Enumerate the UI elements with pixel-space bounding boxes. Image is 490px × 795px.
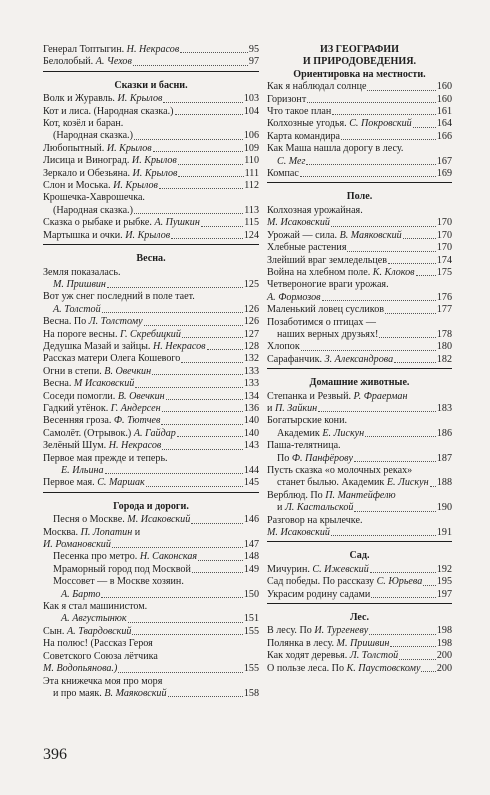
toc-entry: станет былью. Академик Е. Лискун 188 <box>277 477 452 489</box>
page-number: 396 <box>43 746 67 763</box>
toc-entry: Слон и Моська. И. Крылов 112 <box>43 180 259 192</box>
toc-entry: Урожай — сила. В. Маяковский 170 <box>267 229 452 241</box>
section-heading: Сад. <box>349 550 370 562</box>
toc-entry-line: Эта книжечка моя про моря <box>43 675 163 687</box>
section-divider <box>267 603 452 604</box>
toc-left-column <box>43 44 259 700</box>
toc-entry: (Народная сказка.) 113 <box>53 204 259 216</box>
toc-entry: Сын. А. Твардовский 155 <box>43 625 259 637</box>
toc-entry: По Ф. Панфёрову 187 <box>277 452 452 464</box>
toc-entry: Соседи помогли. В. Овечкин 134 <box>43 390 259 402</box>
toc-entry: Зеркало и Обезьяна. И. Крылов 111 <box>43 167 259 179</box>
toc-entry: Мичурин. С. Ижевский 192 <box>267 563 452 575</box>
toc-entry: Полянка в лесу. М. Пришвин 198 <box>267 637 452 649</box>
toc-entry: А. Августынюк 151 <box>61 613 259 625</box>
toc-entry: М. Исаковский 191 <box>267 527 452 539</box>
toc-entry-line: Как Маша нашла дорогу в лесу. <box>267 143 404 155</box>
toc-entry-line: Верблюд. По П. Мантейфелю <box>267 489 396 501</box>
section-heading: Домашние животные. <box>309 377 410 389</box>
toc-entry-line: Разговор на крылечке. <box>267 514 363 526</box>
toc-entry: В лесу. По И. Тургеневу 198 <box>267 625 452 637</box>
toc-entry: Маленький ловец сусликов 177 <box>267 304 452 316</box>
section-divider <box>267 541 452 542</box>
toc-entry: и П. Зайкин 183 <box>267 402 452 414</box>
toc-entry: и про маяк. В. Маяковский 158 <box>53 687 259 699</box>
toc-entry: С. Мег 167 <box>277 155 452 167</box>
toc-entry-line: Москва. П. Лопатин и <box>43 526 141 538</box>
toc-entry: М. Исаковский 170 <box>267 217 452 229</box>
toc-entry: А. Формозов 176 <box>267 291 452 303</box>
toc-entry-line: Советского Союза лётчика <box>43 650 158 662</box>
toc-entry: Что такое план 161 <box>267 106 452 118</box>
toc-entry: Сказка о рыбаке и рыбке. А. Пушкин 115 <box>43 217 259 229</box>
toc-entry: (Народная сказка.) 106 <box>53 130 259 142</box>
toc-entry: Огни в степи. В. Овечкин 133 <box>43 365 259 377</box>
toc-entry: и Л. Кастальской 190 <box>277 502 452 514</box>
section-divider <box>43 492 259 493</box>
toc-entry: Волк и Журавль. И. Крылов 103 <box>43 93 259 105</box>
section-divider <box>267 182 452 183</box>
toc-entry: Лисица и Виноград. И. Крылов 110 <box>43 155 259 167</box>
toc-entry: О пользе леса. По К. Паустовскому 200 <box>267 662 452 674</box>
toc-entry: Весенняя гроза. Ф. Тютчев 140 <box>43 415 259 427</box>
toc-entry: На пороге весны. Г. Скребицкий 127 <box>43 328 259 340</box>
section-divider <box>43 71 259 72</box>
toc-entry-line: Моссовет — в Москве хозяин. <box>53 576 184 588</box>
toc-entry: Зелёный Шум. Н. Некрасов 143 <box>43 440 259 452</box>
toc-entry: наших верных друзьях! 178 <box>277 328 452 340</box>
toc-entry: Е. Ильина 144 <box>61 465 259 476</box>
toc-entry: Дедушка Мазай и зайцы. Н. Некрасов 128 <box>43 340 259 352</box>
toc-entry: Генерал Топтыгин. Н. Некрасов 95 <box>43 44 259 55</box>
toc-entry: Война на хлебном поле. К. Клоков 175 <box>267 266 452 278</box>
toc-entry-line: Позаботимся о птицах — <box>267 316 377 328</box>
toc-entry-line: Вот уж снег последний в поле тает. <box>43 291 195 303</box>
toc-entry-line: Степанка и Резвый. Р. Фраерман <box>267 390 408 402</box>
toc-entry: Любопытный. И. Крылов 109 <box>43 142 259 154</box>
section-heading: Ориентировка на местности. <box>293 68 426 80</box>
section-heading: Весна. <box>136 253 166 265</box>
toc-entry-line: Паша-телятница. <box>267 440 341 452</box>
toc-entry: Как я наблюдал солнце 160 <box>267 81 452 93</box>
section-heading: Города и дороги. <box>113 500 189 512</box>
toc-entry: Академик Е. Лискун 186 <box>277 427 452 439</box>
toc-entry: Мартышка и очки. И. Крылов 124 <box>43 229 259 241</box>
toc-entry: М. Водопьянова.) 155 <box>43 663 259 675</box>
toc-entry: Самолёт. (Отрывок.) А. Гайдар 140 <box>43 427 259 439</box>
toc-entry: Весна. М Исаковский 133 <box>43 378 259 390</box>
toc-entry: Хлебные растения 170 <box>267 242 452 254</box>
section-heading: Лес. <box>349 612 370 624</box>
toc-entry: А. Барто 150 <box>61 588 259 600</box>
part-heading: И ПРИРОДОВЕДЕНИЯ. <box>302 56 417 68</box>
toc-right-column <box>267 44 452 675</box>
toc-entry: Первое мая. С. Маршак 145 <box>43 477 259 489</box>
toc-entry-line: Крошечка-Хаврошечка. <box>43 192 145 204</box>
toc-entry-line: Как я стал машинистом. <box>43 601 148 613</box>
part-heading: ИЗ ГЕОГРАФИИ <box>319 44 400 55</box>
toc-entry-line: Колхозная урожайная. <box>267 204 363 216</box>
section-divider <box>267 368 452 369</box>
toc-entry: Горизонт 160 <box>267 93 452 105</box>
section-heading: Поле. <box>346 191 373 203</box>
toc-entry: Сарафанчик. З. Александрова 182 <box>267 353 452 365</box>
toc-entry: Мраморный город под Москвой 149 <box>53 563 259 575</box>
toc-entry-line: Первое мая прежде и теперь. <box>43 452 168 464</box>
toc-entry-line: На полюс! (Рассказ Героя <box>43 638 153 650</box>
toc-entry-line: Кот, козёл и баран. <box>43 118 124 130</box>
toc-entry: Кот и лиса. (Народная сказка.) 104 <box>43 105 259 117</box>
toc-entry: Компас 169 <box>267 168 452 180</box>
toc-entry: И. Романовский 147 <box>43 539 259 551</box>
section-heading: Сказки и басни. <box>114 79 188 91</box>
toc-entry: Хлопок 180 <box>267 341 452 353</box>
toc-entry-line: Пусть сказка «о молочных реках» <box>267 465 413 476</box>
toc-entry: Колхозные угодья. С. Покровский 164 <box>267 118 452 130</box>
toc-entry: Украсим родину садами 197 <box>267 588 452 600</box>
toc-entry: Гадкий утёнок. Г. Андерсен 136 <box>43 402 259 414</box>
toc-entry: Злейший враг земледельцев 174 <box>267 254 452 266</box>
toc-entry-line: Богатырские кони. <box>267 415 347 427</box>
toc-entry-line: Земля показалась. <box>43 266 121 278</box>
toc-entry-line: Четвероногие враги урожая. <box>267 279 389 291</box>
toc-entry: Белолобый. А. Чехов 97 <box>43 56 259 68</box>
toc-entry: Весна. По Л. Толстому 126 <box>43 316 259 328</box>
toc-entry: Сад победы. По рассказу С. Юрьева 195 <box>267 576 452 588</box>
toc-entry: Карта командира 166 <box>267 130 452 142</box>
toc-entry: Рассказ матери Олега Кошевого 132 <box>43 353 259 365</box>
toc-entry: А. Толстой 126 <box>53 303 259 315</box>
toc-entry: Песенка про метро. Н. Саконская 148 <box>53 551 259 563</box>
toc-entry: М. Пришвин 125 <box>53 278 259 290</box>
toc-entry: Как ходят деревья. Л. Толстой 200 <box>267 650 452 662</box>
section-divider <box>43 244 259 245</box>
toc-entry: Песня о Москве. М. Исаковский 146 <box>53 514 259 526</box>
